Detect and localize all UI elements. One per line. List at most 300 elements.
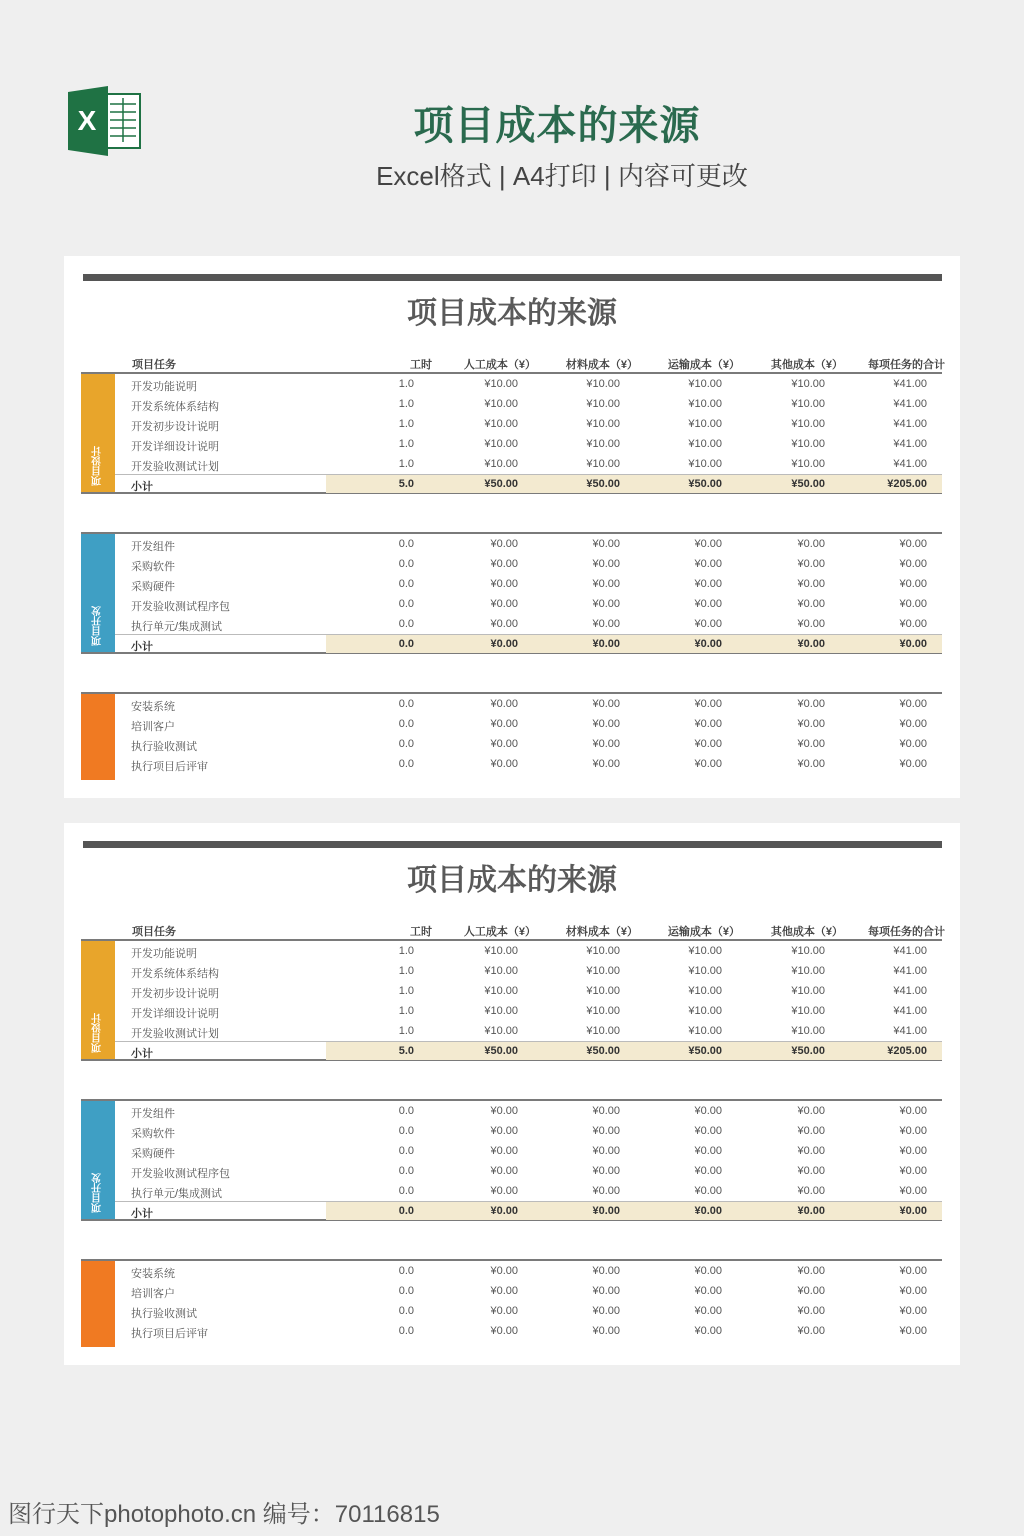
cell-value: ¥41.00 xyxy=(893,945,927,957)
subtotal-value: ¥0.00 xyxy=(899,1205,927,1217)
cell-value: ¥41.00 xyxy=(893,985,927,997)
cell-value: ¥41.00 xyxy=(893,458,927,470)
task-name: 开发功能说明 xyxy=(131,381,197,393)
task-name: 开发组件 xyxy=(131,1108,175,1120)
table-row[interactable] xyxy=(115,961,942,981)
cell-value: ¥0.00 xyxy=(899,618,927,630)
cell-value: ¥0.00 xyxy=(899,1285,927,1297)
subtotal-value: 5.0 xyxy=(398,478,414,490)
group-label: 项目开发 xyxy=(92,1173,104,1213)
cell-value: ¥0.00 xyxy=(797,558,825,570)
cost-group xyxy=(81,372,942,494)
cell-value: ¥0.00 xyxy=(797,738,825,750)
table-row[interactable] xyxy=(115,1321,942,1341)
cost-group xyxy=(81,1259,942,1347)
table-row[interactable] xyxy=(115,394,942,414)
cell-value: ¥0.00 xyxy=(694,738,722,750)
task-name: 执行项目后评审 xyxy=(131,761,208,773)
cell-value: ¥0.00 xyxy=(694,598,722,610)
cell-value: ¥0.00 xyxy=(899,1185,927,1197)
cell-value: ¥0.00 xyxy=(899,1165,927,1177)
cell-value: ¥10.00 xyxy=(791,965,825,977)
subtotal-label: 小计 xyxy=(131,481,153,493)
column-header: 运输成本（¥） xyxy=(667,926,740,938)
group-color-bar xyxy=(81,694,115,780)
cell-value: ¥10.00 xyxy=(484,438,518,450)
column-header: 项目任务 xyxy=(132,926,176,938)
task-name: 采购软件 xyxy=(131,561,175,573)
subtotal-value: 0.0 xyxy=(398,1205,414,1217)
cell-value: ¥41.00 xyxy=(893,378,927,390)
subtotal-value: ¥0.00 xyxy=(694,638,722,650)
page-title: 项目成本的来源 xyxy=(413,104,701,148)
subtotal-value: 0.0 xyxy=(398,638,414,650)
cell-value: ¥10.00 xyxy=(791,378,825,390)
cell-value: ¥0.00 xyxy=(797,1285,825,1297)
cell-value: ¥0.00 xyxy=(899,758,927,770)
cell-value: ¥0.00 xyxy=(899,538,927,550)
cell-value: ¥0.00 xyxy=(694,1105,722,1117)
cell-value: ¥0.00 xyxy=(797,598,825,610)
cell-value: ¥0.00 xyxy=(694,1185,722,1197)
cell-value: ¥0.00 xyxy=(490,1265,518,1277)
column-header: 其他成本（¥） xyxy=(770,926,843,938)
table-row[interactable] xyxy=(115,1181,942,1201)
group-color-bar xyxy=(81,534,115,652)
cell-value: ¥41.00 xyxy=(893,398,927,410)
cell-value: ¥0.00 xyxy=(797,538,825,550)
cell-value: ¥10.00 xyxy=(791,398,825,410)
cell-value: 0.0 xyxy=(398,618,414,630)
group-color-bar xyxy=(81,374,115,492)
cell-value: ¥10.00 xyxy=(586,945,620,957)
cell-value: ¥0.00 xyxy=(694,538,722,550)
cell-value: ¥0.00 xyxy=(592,1325,620,1337)
cell-value: ¥0.00 xyxy=(899,1305,927,1317)
cell-value: ¥10.00 xyxy=(586,398,620,410)
table-row[interactable] xyxy=(115,614,942,634)
subtotal-value: ¥0.00 xyxy=(490,638,518,650)
table-row[interactable] xyxy=(115,694,942,714)
table-row[interactable] xyxy=(115,1301,942,1321)
cell-value: ¥10.00 xyxy=(688,1025,722,1037)
sheet-top-bar xyxy=(83,274,942,281)
cell-value: ¥0.00 xyxy=(797,1305,825,1317)
group-color-bar xyxy=(81,1101,115,1219)
cell-value: ¥0.00 xyxy=(797,1125,825,1137)
cell-value: ¥0.00 xyxy=(490,578,518,590)
column-header: 工时 xyxy=(410,926,432,938)
task-name: 开发详细设计说明 xyxy=(131,1008,219,1020)
cell-value: ¥0.00 xyxy=(592,538,620,550)
table-row[interactable] xyxy=(115,1281,942,1301)
group-color-bar xyxy=(81,1261,115,1347)
cell-value: ¥10.00 xyxy=(484,418,518,430)
table-row[interactable] xyxy=(115,534,942,554)
subtotal-value: ¥205.00 xyxy=(887,478,927,490)
cell-value: ¥10.00 xyxy=(688,1005,722,1017)
cell-value: ¥10.00 xyxy=(688,438,722,450)
cell-value: 1.0 xyxy=(398,418,414,430)
sheet-title: 项目成本的来源 xyxy=(407,864,617,897)
cell-value: 1.0 xyxy=(398,945,414,957)
cell-value: ¥0.00 xyxy=(899,1325,927,1337)
cell-value: 0.0 xyxy=(398,578,414,590)
cell-value: ¥0.00 xyxy=(592,1305,620,1317)
cell-value: 0.0 xyxy=(398,1265,414,1277)
cell-value: ¥0.00 xyxy=(797,618,825,630)
cell-value: ¥10.00 xyxy=(484,965,518,977)
cell-value: ¥0.00 xyxy=(490,1185,518,1197)
subtotal-row xyxy=(115,634,942,653)
cell-value: ¥10.00 xyxy=(791,1025,825,1037)
cell-value: 0.0 xyxy=(398,558,414,570)
column-header: 材料成本（¥） xyxy=(565,359,638,371)
table-row[interactable] xyxy=(115,734,942,754)
table-row[interactable] xyxy=(115,594,942,614)
table-row[interactable] xyxy=(115,981,942,1001)
subtotal-value: ¥205.00 xyxy=(887,1045,927,1057)
cell-value: ¥0.00 xyxy=(797,1265,825,1277)
cell-value: ¥0.00 xyxy=(490,758,518,770)
watermark: 图行天下photophoto.cn 编号：70116815 xyxy=(8,1501,440,1528)
subtotal-value: ¥0.00 xyxy=(490,1205,518,1217)
cell-value: 0.0 xyxy=(398,1325,414,1337)
subtotal-value: ¥50.00 xyxy=(688,478,722,490)
cost-group xyxy=(81,692,942,780)
cell-value: ¥0.00 xyxy=(694,1285,722,1297)
cell-value: ¥0.00 xyxy=(490,558,518,570)
task-name: 开发功能说明 xyxy=(131,948,197,960)
cell-value: ¥10.00 xyxy=(688,945,722,957)
cell-value: ¥0.00 xyxy=(592,558,620,570)
cell-value: ¥0.00 xyxy=(490,1105,518,1117)
cell-value: ¥0.00 xyxy=(694,1305,722,1317)
subtotal-value: ¥50.00 xyxy=(791,1045,825,1057)
cell-value: ¥10.00 xyxy=(791,458,825,470)
cell-value: ¥10.00 xyxy=(688,378,722,390)
cell-value: ¥0.00 xyxy=(797,698,825,710)
table-row[interactable] xyxy=(115,1021,942,1041)
subtotal-label: 小计 xyxy=(131,641,153,653)
table-row[interactable] xyxy=(115,1161,942,1181)
cell-value: ¥10.00 xyxy=(586,418,620,430)
cell-value: ¥41.00 xyxy=(893,1025,927,1037)
cell-value: ¥0.00 xyxy=(797,718,825,730)
sheet-preview-2 xyxy=(64,823,960,1365)
cell-value: ¥10.00 xyxy=(688,458,722,470)
cell-value: ¥0.00 xyxy=(899,718,927,730)
column-header: 每项任务的合计 xyxy=(868,359,945,371)
cell-value: ¥0.00 xyxy=(797,1165,825,1177)
task-name: 采购软件 xyxy=(131,1128,175,1140)
cell-value: ¥0.00 xyxy=(592,1165,620,1177)
cell-value: ¥0.00 xyxy=(797,1105,825,1117)
cell-value: ¥10.00 xyxy=(791,418,825,430)
cell-value: ¥0.00 xyxy=(899,558,927,570)
cell-value: ¥10.00 xyxy=(484,1025,518,1037)
task-name: 执行验收测试 xyxy=(131,741,197,753)
cell-value: 0.0 xyxy=(398,1125,414,1137)
cell-value: ¥0.00 xyxy=(899,1105,927,1117)
cell-value: ¥0.00 xyxy=(592,738,620,750)
cell-value: ¥0.00 xyxy=(899,578,927,590)
table-row[interactable] xyxy=(115,554,942,574)
cell-value: 0.0 xyxy=(398,698,414,710)
table-row[interactable] xyxy=(115,1121,942,1141)
cell-value: ¥0.00 xyxy=(490,1145,518,1157)
cell-value: ¥0.00 xyxy=(490,618,518,630)
subtotal-value: ¥50.00 xyxy=(586,478,620,490)
cell-value: 1.0 xyxy=(398,1025,414,1037)
task-name: 开发初步设计说明 xyxy=(131,421,219,433)
cell-value: ¥41.00 xyxy=(893,418,927,430)
task-name: 开发组件 xyxy=(131,541,175,553)
group-label: 项目设计 xyxy=(92,1013,104,1053)
cell-value: ¥0.00 xyxy=(592,1265,620,1277)
subtotal-value: ¥50.00 xyxy=(791,478,825,490)
subtotal-fill xyxy=(326,1042,942,1060)
task-name: 采购硬件 xyxy=(131,581,175,593)
task-name: 安装系统 xyxy=(131,1268,175,1280)
cell-value: ¥0.00 xyxy=(694,558,722,570)
cell-value: ¥41.00 xyxy=(893,965,927,977)
subtotal-value: ¥0.00 xyxy=(797,1205,825,1217)
cell-value: ¥0.00 xyxy=(694,578,722,590)
cell-value: ¥0.00 xyxy=(490,1125,518,1137)
subtotal-row xyxy=(115,474,942,493)
task-name: 执行单元/集成测试 xyxy=(131,1188,223,1200)
cell-value: 0.0 xyxy=(398,1285,414,1297)
cell-value: ¥0.00 xyxy=(592,758,620,770)
cell-value: ¥0.00 xyxy=(490,1325,518,1337)
cell-value: ¥0.00 xyxy=(694,618,722,630)
cell-value: ¥10.00 xyxy=(688,398,722,410)
column-header: 人工成本（¥） xyxy=(463,926,536,938)
cell-value: ¥0.00 xyxy=(592,698,620,710)
task-name: 开发系统体系结构 xyxy=(131,401,219,413)
cell-value: ¥10.00 xyxy=(586,378,620,390)
table-row[interactable] xyxy=(115,754,942,774)
cell-value: 0.0 xyxy=(398,538,414,550)
cell-value: ¥0.00 xyxy=(797,1325,825,1337)
cell-value: ¥0.00 xyxy=(797,578,825,590)
cell-value: ¥10.00 xyxy=(484,1005,518,1017)
cell-value: ¥0.00 xyxy=(592,1125,620,1137)
cell-value: ¥0.00 xyxy=(797,1185,825,1197)
cell-value: 0.0 xyxy=(398,1145,414,1157)
cell-value: 1.0 xyxy=(398,438,414,450)
table-row[interactable] xyxy=(115,714,942,734)
cell-value: 0.0 xyxy=(398,738,414,750)
cell-value: ¥10.00 xyxy=(484,458,518,470)
group-label: 项目设计 xyxy=(92,446,104,486)
cell-value: ¥0.00 xyxy=(490,738,518,750)
cell-value: ¥0.00 xyxy=(694,1325,722,1337)
cell-value: ¥10.00 xyxy=(586,1025,620,1037)
cell-value: ¥10.00 xyxy=(586,985,620,997)
sheet-preview-1 xyxy=(64,256,960,798)
task-name: 开发系统体系结构 xyxy=(131,968,219,980)
cell-value: ¥0.00 xyxy=(490,1285,518,1297)
task-name: 执行验收测试 xyxy=(131,1308,197,1320)
subtotal-value: ¥0.00 xyxy=(899,638,927,650)
cell-value: 0.0 xyxy=(398,1105,414,1117)
table-row[interactable] xyxy=(115,374,942,394)
cell-value: ¥0.00 xyxy=(694,758,722,770)
task-name: 开发验收测试计划 xyxy=(131,1028,219,1040)
excel-logo-letter: X xyxy=(77,105,97,136)
subtotal-value: ¥50.00 xyxy=(586,1045,620,1057)
cell-value: ¥10.00 xyxy=(791,438,825,450)
task-name: 开发验收测试计划 xyxy=(131,461,219,473)
cell-value: ¥0.00 xyxy=(899,1265,927,1277)
cell-value: ¥0.00 xyxy=(490,1165,518,1177)
cell-value: ¥0.00 xyxy=(490,1305,518,1317)
subtotal-value: ¥0.00 xyxy=(797,638,825,650)
task-name: 开发初步设计说明 xyxy=(131,988,219,1000)
cell-value: 0.0 xyxy=(398,758,414,770)
subtotal-value: ¥0.00 xyxy=(592,638,620,650)
cell-value: 1.0 xyxy=(398,965,414,977)
cell-value: ¥10.00 xyxy=(484,945,518,957)
cell-value: ¥41.00 xyxy=(893,438,927,450)
cell-value: ¥0.00 xyxy=(694,718,722,730)
task-name: 培训客户 xyxy=(131,721,175,733)
cell-value: ¥0.00 xyxy=(694,698,722,710)
cell-value: 0.0 xyxy=(398,1185,414,1197)
column-header: 工时 xyxy=(410,359,432,371)
cell-value: ¥10.00 xyxy=(484,985,518,997)
cell-value: ¥10.00 xyxy=(586,458,620,470)
subtotal-value: ¥0.00 xyxy=(694,1205,722,1217)
subtotal-value: 5.0 xyxy=(398,1045,414,1057)
table-row[interactable] xyxy=(115,414,942,434)
task-name: 安装系统 xyxy=(131,701,175,713)
cell-value: 1.0 xyxy=(398,985,414,997)
cell-value: ¥0.00 xyxy=(899,738,927,750)
subtotal-row xyxy=(115,1201,942,1220)
cell-value: ¥10.00 xyxy=(791,945,825,957)
table-row[interactable] xyxy=(115,574,942,594)
cell-value: ¥0.00 xyxy=(797,1145,825,1157)
cell-value: ¥0.00 xyxy=(592,1105,620,1117)
subtotal-fill xyxy=(326,475,942,493)
subtotal-value: ¥50.00 xyxy=(484,478,518,490)
cell-value: 1.0 xyxy=(398,398,414,410)
cell-value: ¥0.00 xyxy=(694,1165,722,1177)
column-header: 其他成本（¥） xyxy=(770,359,843,371)
cell-value: ¥10.00 xyxy=(586,1005,620,1017)
task-name: 采购硬件 xyxy=(131,1148,175,1160)
column-header: 每项任务的合计 xyxy=(868,926,945,938)
cell-value: ¥10.00 xyxy=(586,965,620,977)
cell-value: 1.0 xyxy=(398,458,414,470)
cell-value: ¥0.00 xyxy=(592,618,620,630)
column-header: 运输成本（¥） xyxy=(667,359,740,371)
table-row[interactable] xyxy=(115,454,942,474)
cost-group xyxy=(81,939,942,1061)
table-row[interactable] xyxy=(115,1001,942,1021)
cell-value: 0.0 xyxy=(398,598,414,610)
task-name: 开发详细设计说明 xyxy=(131,441,219,453)
column-header: 材料成本（¥） xyxy=(565,926,638,938)
cell-value: ¥0.00 xyxy=(899,1125,927,1137)
cost-group xyxy=(81,532,942,654)
cell-value: ¥0.00 xyxy=(694,1265,722,1277)
cell-value: ¥10.00 xyxy=(586,438,620,450)
cell-value: ¥0.00 xyxy=(490,718,518,730)
subtotal-label: 小计 xyxy=(131,1048,153,1060)
subtotal-row xyxy=(115,1041,942,1060)
header xyxy=(0,0,1024,230)
task-name: 培训客户 xyxy=(131,1288,175,1300)
cell-value: ¥0.00 xyxy=(592,578,620,590)
cell-value: ¥0.00 xyxy=(592,718,620,730)
cost-group xyxy=(81,1099,942,1221)
cell-value: ¥0.00 xyxy=(899,698,927,710)
cell-value: ¥0.00 xyxy=(694,1145,722,1157)
subtotal-label: 小计 xyxy=(131,1208,153,1220)
cell-value: ¥0.00 xyxy=(592,1185,620,1197)
cell-value: ¥0.00 xyxy=(694,1125,722,1137)
table-row[interactable] xyxy=(115,1261,942,1281)
page-subtitle: Excel格式 | A4打印 | 内容可更改 xyxy=(376,161,748,191)
table-row[interactable] xyxy=(115,1101,942,1121)
sheet-top-bar xyxy=(83,841,942,848)
subtotal-value: ¥50.00 xyxy=(688,1045,722,1057)
cell-value: ¥0.00 xyxy=(592,598,620,610)
table-row[interactable] xyxy=(115,1141,942,1161)
cell-value: ¥10.00 xyxy=(688,418,722,430)
cell-value: ¥0.00 xyxy=(490,698,518,710)
cell-value: ¥0.00 xyxy=(899,1145,927,1157)
table-row[interactable] xyxy=(115,434,942,454)
cell-value: ¥10.00 xyxy=(688,985,722,997)
cell-value: ¥0.00 xyxy=(490,598,518,610)
cell-value: ¥0.00 xyxy=(797,758,825,770)
cell-value: ¥0.00 xyxy=(592,1145,620,1157)
cell-value: ¥10.00 xyxy=(791,1005,825,1017)
cell-value: ¥10.00 xyxy=(484,398,518,410)
cell-value: ¥0.00 xyxy=(899,598,927,610)
cell-value: ¥41.00 xyxy=(893,1005,927,1017)
task-name: 开发验收测试程序包 xyxy=(131,601,230,613)
group-label: 项目开发 xyxy=(92,606,104,646)
subtotal-value: ¥0.00 xyxy=(592,1205,620,1217)
cell-value: 0.0 xyxy=(398,1305,414,1317)
subtotal-fill xyxy=(326,1202,942,1220)
cell-value: 0.0 xyxy=(398,718,414,730)
subtotal-value: ¥50.00 xyxy=(484,1045,518,1057)
cell-value: 0.0 xyxy=(398,1165,414,1177)
column-header: 项目任务 xyxy=(132,359,176,371)
cell-value: 1.0 xyxy=(398,1005,414,1017)
column-header: 人工成本（¥） xyxy=(463,359,536,371)
cell-value: 1.0 xyxy=(398,378,414,390)
cell-value: ¥0.00 xyxy=(490,538,518,550)
subtotal-fill xyxy=(326,635,942,653)
cell-value: ¥10.00 xyxy=(688,965,722,977)
task-name: 执行项目后评审 xyxy=(131,1328,208,1340)
table-row[interactable] xyxy=(115,941,942,961)
cell-value: ¥10.00 xyxy=(791,985,825,997)
sheet-title: 项目成本的来源 xyxy=(407,297,617,330)
group-color-bar xyxy=(81,941,115,1059)
task-name: 执行单元/集成测试 xyxy=(131,621,223,633)
cell-value: ¥10.00 xyxy=(484,378,518,390)
task-name: 开发验收测试程序包 xyxy=(131,1168,230,1180)
